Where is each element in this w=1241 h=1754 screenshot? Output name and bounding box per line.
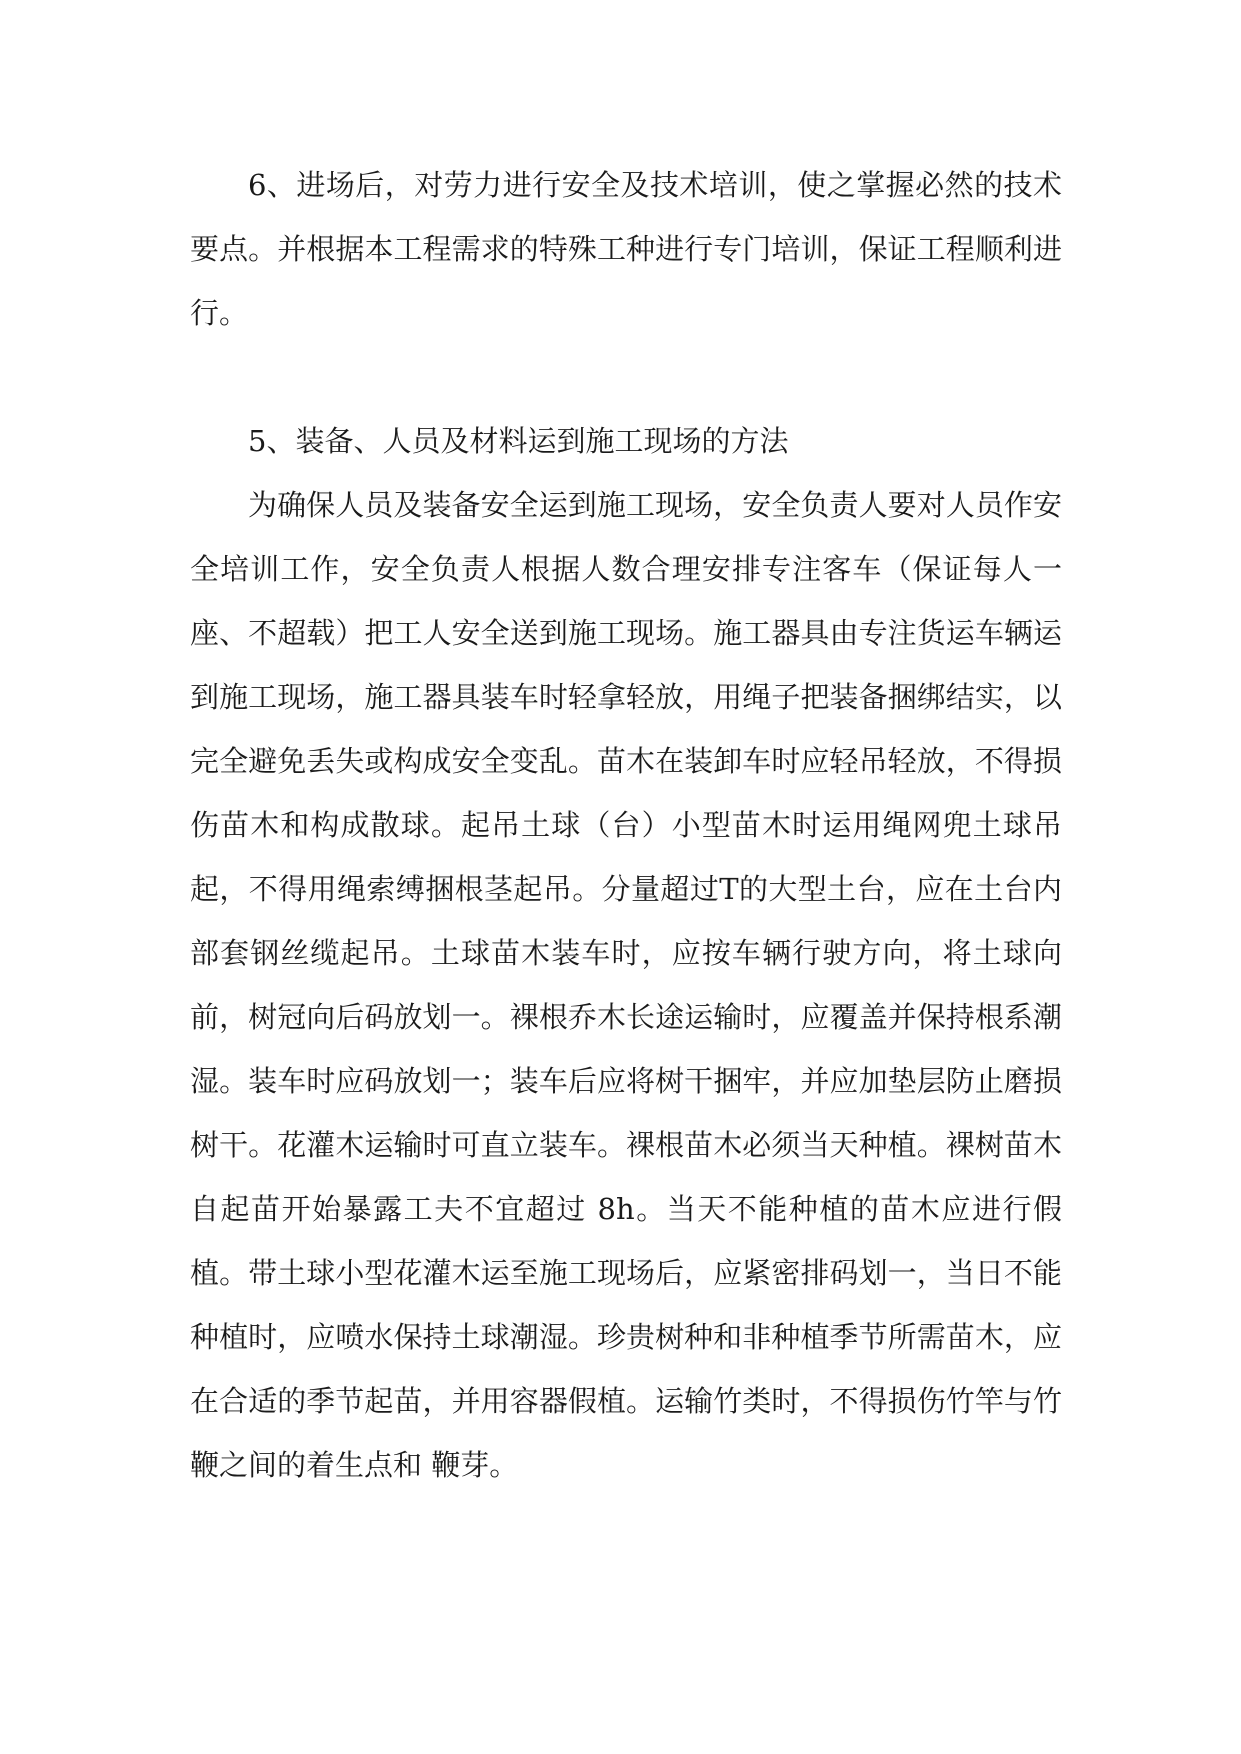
- section-5-body: 为确保人员及装备安全运到施工现场，安全负责人要对人员作安全培训工作，安全负责人根据人数合理安排专注客车（保证每人一座、不超载）把工人安全送到施工现场。施工器具由专注货运车辆运到施工现场，施工器具装车时轻拿轻放，用绳子把装备捆绑结实，以完全避免丢失或构成安全变乱。苗木在装卸车时应轻吊轻放，不得损伤苗木和构成散球。起吊土球（台）小型苗木时运用绳网兜土球吊起，不得用绳索缚捆根茎起吊。分量超过T的大型土台，应在土台内部套钢丝缆起吊。土球苗木装车时，应按车辆行驶方向，将土球向前，树冠向后码放划一。裸根乔木长途运输时，应覆盖并保持根系潮湿。装车时应码放划一；装车后应将树干捆牢，并应加垫层防止磨损树干。花灌木运输时可直立装车。裸根苗木必须当天种植。裸树苗木自起苗开始暴露工夫不宜超过 8h。当天不能种植的苗木应进行假植。带土球小型花灌木运至施工现场后，应紧密排码划一，当日不能种植时，应喷水保持土球潮湿。珍贵树种和非种植季节所需苗木，应在合适的季节起苗，并用容器假植。运输竹类时，不得损伤竹竿与竹鞭之间的着生点和 鞭芽。: [190, 488, 1062, 1482]
- item-6-block: [190, 153, 1062, 345]
- section-5-heading: 5、装备、人员及材料运到施工现场的方法: [248, 424, 789, 458]
- item-6-paragraph: 6、进场后，对劳力进行安全及技术培训，使之掌握必然的技术要点。并根据本工程需求的特殊工种进行专门培训，保证工程顺利进行。: [190, 168, 1062, 330]
- section-5-block: [190, 409, 1062, 1497]
